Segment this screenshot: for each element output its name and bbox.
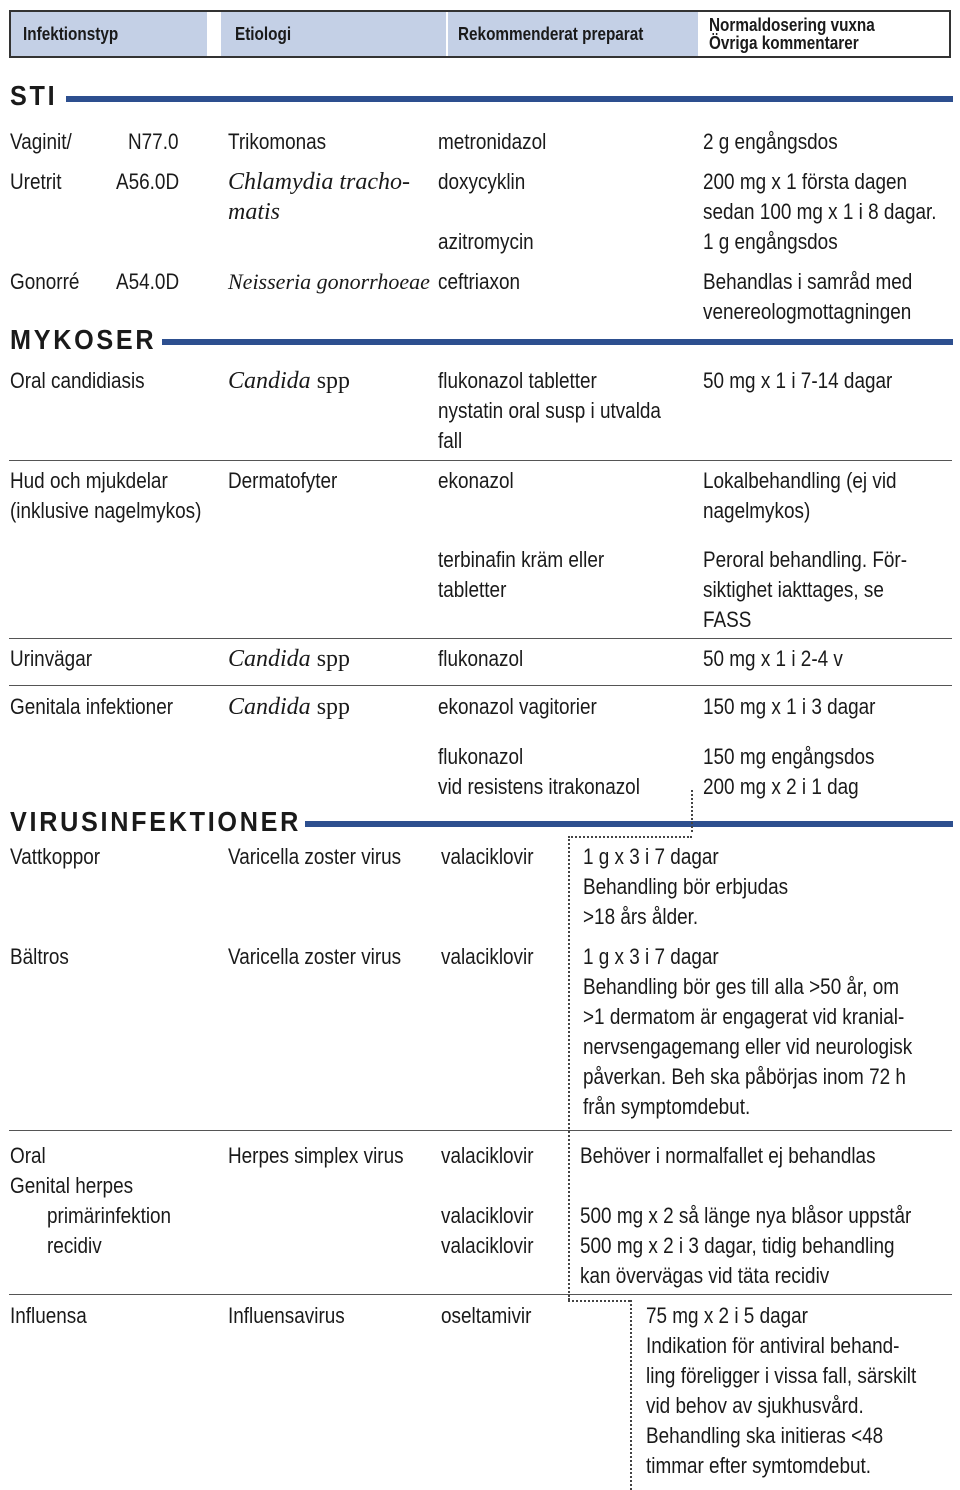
sti-uretrit-drug-1: doxycyklin <box>438 169 526 194</box>
myk-oral-drug-3: fall <box>438 428 463 453</box>
myk-genital-drug-1: ekonazol vagitorier <box>438 694 597 719</box>
row-divider <box>9 638 952 639</box>
header-dosering: Normaldosering vuxna Övriga kommentarer <box>709 15 875 53</box>
vir-herpes-dose-1: Behöver i normalfallet ej behandlas <box>580 1143 876 1168</box>
myk-hud-type-1: Hud och mjukdelar <box>10 468 168 493</box>
row-divider <box>9 460 952 461</box>
sti-uretrit-dose-3: 1 g engångsdos <box>703 229 838 254</box>
vir-herpes-drug-3: valaciklovir <box>441 1233 534 1258</box>
myk-hud-etiology: Dermatofyter <box>228 468 338 493</box>
vir-herpes-drug-2: valaciklovir <box>441 1203 534 1228</box>
vir-baltros-drug: valaciklovir <box>441 944 534 969</box>
vir-vattkoppor-etiology: Varicella zoster virus <box>228 844 402 869</box>
vir-influensa-etiology: Influensavirus <box>228 1303 345 1328</box>
vir-baltros-dose-6: från symptomdebut. <box>583 1094 751 1119</box>
vir-influensa-dose-3: ling föreligger i vissa fall, särskilt <box>646 1363 917 1388</box>
myk-genital-drug-2a: flukonazol <box>438 744 524 769</box>
myk-genital-etiology: Candida spp <box>228 694 351 720</box>
vir-baltros-type: Bältros <box>10 944 69 969</box>
sti-uretrit-type: Uretrit <box>10 169 62 194</box>
vir-baltros-etiology: Varicella zoster virus <box>228 944 402 969</box>
sti-uretrit-code: A56.0D <box>116 169 180 194</box>
myk-hud-dose-1b: nagelmykos) <box>703 498 811 523</box>
myk-oral-drug-1: flukonazol tabletter <box>438 368 597 393</box>
sti-gonorre-dose-2: venereologmottagningen <box>703 299 912 324</box>
vir-herpes-type-1: Oral <box>10 1143 46 1168</box>
vir-herpes-dose-2: 500 mg x 2 så länge nya blåsor uppstår <box>580 1203 912 1228</box>
sti-gonorre-dose-1: Behandlas i samråd med <box>703 269 913 294</box>
row-divider <box>9 1130 952 1131</box>
vir-influensa-dose-4: vid behov av sjukhusvård. <box>646 1393 864 1418</box>
vir-baltros-dose-2: Behandling bör ges till alla >50 år, om <box>583 974 900 999</box>
vir-vattkoppor-dose-2: Behandling bör erbjudas <box>583 874 789 899</box>
myk-urin-type: Urinvägar <box>10 646 93 671</box>
section-bar <box>66 96 953 102</box>
vir-herpes-type-2: Genital herpes <box>10 1173 134 1198</box>
row-divider <box>9 685 952 686</box>
sti-uretrit-dose-1: 200 mg x 1 första dagen <box>703 169 908 194</box>
section-title-mykoser: MYKOSER <box>10 324 157 355</box>
myk-urin-drug: flukonazol <box>438 646 524 671</box>
vir-baltros-dose-1: 1 g x 3 i 7 dagar <box>583 944 719 969</box>
myk-oral-drug-2: nystatin oral susp i utvalda <box>438 398 661 423</box>
myk-genital-dose-2a: 150 mg engångsdos <box>703 744 875 769</box>
sti-gonorre-drug: ceftriaxon <box>438 269 521 294</box>
vir-influensa-type: Influensa <box>10 1303 87 1328</box>
vir-herpes-type-4: recidiv <box>47 1233 102 1258</box>
vir-vattkoppor-dose-1: 1 g x 3 i 7 dagar <box>583 844 719 869</box>
myk-urin-dose: 50 mg x 1 i 2-4 v <box>703 646 843 671</box>
vir-vattkoppor-drug: valaciklovir <box>441 844 534 869</box>
sti-gonorre-type: Gonorré <box>10 269 80 294</box>
vir-vattkoppor-type: Vattkoppor <box>10 844 101 869</box>
dotted-guide <box>630 1300 632 1490</box>
dotted-guide <box>568 836 692 838</box>
dotted-guide <box>568 836 570 1300</box>
header-preparat: Rekommenderat preparat <box>448 12 698 56</box>
myk-genital-type: Genitala infektioner <box>10 694 174 719</box>
myk-hud-type-2: (inklusive nagelmykos) <box>10 498 202 523</box>
vir-herpes-type-3: primärinfektion <box>47 1203 172 1228</box>
vir-herpes-etiology: Herpes simplex virus <box>228 1143 404 1168</box>
myk-hud-drug-2b: tabletter <box>438 577 507 602</box>
myk-genital-dose-2b: 200 mg x 2 i 1 dag <box>703 774 859 799</box>
myk-urin-etiology: Candida spp <box>228 646 351 672</box>
section-bar <box>305 821 953 827</box>
sti-vaginit-drug: metronidazol <box>438 129 547 154</box>
vir-herpes-dose-4: kan övervägas vid täta recidiv <box>580 1263 830 1288</box>
vir-influensa-dose-6: timmar efter symtomdebut. <box>646 1453 872 1478</box>
myk-hud-dose-2b: siktighet iakttages, se <box>703 577 884 602</box>
sti-gonorre-etiology: Neisseria gonorrhoeae <box>228 269 430 294</box>
sti-uretrit-drug-2: azitromycin <box>438 229 534 254</box>
myk-hud-drug-2a: terbinafin kräm eller <box>438 547 605 572</box>
row-divider <box>9 1294 952 1295</box>
myk-hud-dose-1a: Lokalbehandling (ej vid <box>703 468 897 493</box>
dotted-guide <box>691 790 693 832</box>
vir-influensa-dose-5: Behandling ska initieras <48 <box>646 1423 884 1448</box>
vir-baltros-dose-4: nervsengagemang eller vid neurologisk <box>583 1034 913 1059</box>
myk-oral-etiology: Candida spp <box>228 368 351 394</box>
header-etiologi: Etiologi <box>221 12 446 56</box>
myk-hud-dose-2c: FASS <box>703 607 752 632</box>
section-title-virus: VIRUSINFEKTIONER <box>10 806 302 837</box>
sti-gonorre-code: A54.0D <box>116 269 180 294</box>
vir-influensa-dose-1: 75 mg x 2 i 5 dagar <box>646 1303 808 1328</box>
dotted-guide <box>568 1300 630 1302</box>
sti-vaginit-dose: 2 g engångsdos <box>703 129 838 154</box>
sti-vaginit-etiology: Trikomonas <box>228 129 327 154</box>
vir-influensa-drug: oseltamivir <box>441 1303 532 1328</box>
header-infektionstyp: Infektionstyp <box>11 12 207 56</box>
vir-influensa-dose-2: Indikation för antiviral behand- <box>646 1333 900 1358</box>
vir-baltros-dose-3: >1 dermatom är engagerat vid kranial- <box>583 1004 905 1029</box>
vir-herpes-drug-1: valaciklovir <box>441 1143 534 1168</box>
vir-vattkoppor-dose-3: >18 års ålder. <box>583 904 699 929</box>
myk-genital-drug-2b: vid resistens itrakonazol <box>438 774 640 799</box>
myk-hud-dose-2a: Peroral behandling. För- <box>703 547 908 572</box>
section-title-sti: STI <box>10 80 58 111</box>
myk-oral-dose: 50 mg x 1 i 7-14 dagar <box>703 368 893 393</box>
myk-genital-dose-1: 150 mg x 1 i 3 dagar <box>703 694 876 719</box>
sti-uretrit-dose-2: sedan 100 mg x 1 i 8 dagar. <box>703 199 937 224</box>
section-bar <box>162 339 953 345</box>
sti-uretrit-etiology: Chlamydia tracho- <box>228 169 410 195</box>
sti-uretrit-etiology-2: matis <box>228 199 281 225</box>
vir-herpes-dose-3: 500 mg x 2 i 3 dagar, tidig behandling <box>580 1233 895 1258</box>
table-header <box>9 10 951 58</box>
sti-vaginit-code: N77.0 <box>128 129 179 154</box>
sti-vaginit-type: Vaginit/ <box>10 129 72 154</box>
myk-hud-drug-1: ekonazol <box>438 468 514 493</box>
vir-baltros-dose-5: påverkan. Beh ska påbörjas inom 72 h <box>583 1064 906 1089</box>
myk-oral-type: Oral candidiasis <box>10 368 145 393</box>
